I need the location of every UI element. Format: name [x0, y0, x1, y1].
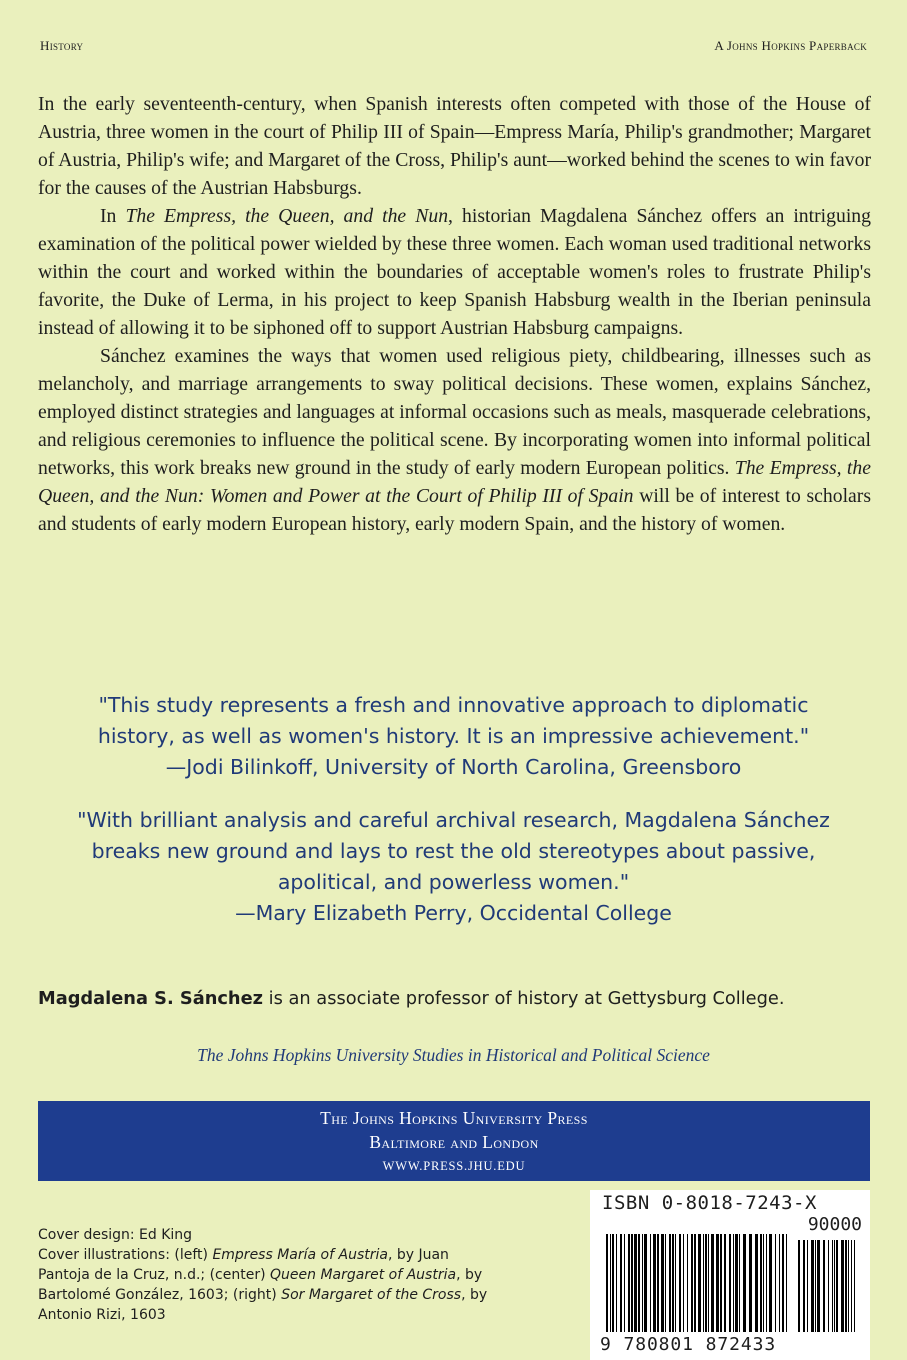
quote-line: breaks new ground and lays to rest the old stereotypes about passive, [91, 839, 816, 863]
endorsement-2 [0, 805, 907, 929]
publisher-url: WWW.PRESS.JHU.EDU [382, 1159, 526, 1173]
publisher-band [38, 1101, 870, 1181]
imprint-label: A Johns Hopkins Paperback [714, 38, 867, 53]
endorsements [0, 690, 907, 929]
description-paragraph-3 [38, 342, 871, 538]
publisher-name: The Johns Hopkins University Press [320, 1108, 588, 1128]
quote-attribution: —Mary Elizabeth Perry, Occidental College [235, 901, 672, 925]
description-paragraph-1: In the early seventeenth-century, when Spanish interests often competed with those of the House of Austria, three women in the court of Philip III of Spain—Empress María, Philip's grandmother; Margaret of Austria, Philip's wife; and Margaret of the Cross, Philip's aunt—worked behind the scenes to win favor for the causes of the Austrian Habsburgs. [38, 93, 871, 199]
barcode-digits: 9 780801 872433 [600, 1334, 777, 1355]
quote-line: history, as well as women's history. It is an impressive achievement." [97, 724, 810, 748]
book-title: The Empress, the Queen, and the Nun [125, 205, 449, 227]
quote-line: apolitical, and powerless women." [277, 870, 630, 894]
credit-text: , by Juan Pantoja de la Cruz, n.d.; (center) [38, 1247, 449, 1283]
credit-artwork-title: Empress María of Austria [212, 1247, 388, 1263]
isbn-barcode [590, 1190, 870, 1360]
p2-text-pre: In [100, 205, 126, 227]
category-label: History [40, 38, 84, 53]
book-full-title: The Empress, the Queen, and the Nun: Women and Power at the Court of Philip III of Spain [38, 457, 871, 507]
p3-text-pre: Sánchez examines the ways that women used religious piety, childbearing, illnesses such as melancholy, and marriage arrangements to sway political decisions. These women, explains Sánchez, employed distinct strategies and languages at informal occasions such as meals, masquerade celebrations, and religious ceremonies to influence the political scene. By incorporating women into informal political networks, this work breaks new ground in the study of early modern European politics. [38, 345, 871, 479]
barcode-bars-icon [602, 1234, 860, 1334]
endorsement-1 [0, 690, 907, 783]
author-bio [38, 988, 878, 1009]
quote-line: "With brilliant analysis and careful archival research, Magdalena Sánchez [77, 808, 830, 832]
p3-text-post: will be of interest to scholars and students of early modern European history, early modern Spain, and the history of women. [38, 485, 871, 535]
credit-text: , by Bartolomé González, 1603; (right) [38, 1267, 483, 1303]
cover-credits [38, 1225, 488, 1325]
credit-artwork-title: Sor Margaret of the Cross [281, 1287, 462, 1303]
quote-line: "This study represents a fresh and innovative approach to diplomatic [98, 693, 809, 717]
credit-text: Cover illustrations: (left) [38, 1247, 213, 1263]
credit-text: , by Antonio Rizi, 1603 [38, 1287, 488, 1323]
description-paragraph-2 [38, 202, 871, 342]
isbn-number: ISBN 0-8018-7243-X [602, 1192, 817, 1214]
price-addon: 90000 [807, 1214, 862, 1235]
cover-illustration-credit [38, 1245, 488, 1325]
author-bio-text: is an associate professor of history at Gettysburg College. [262, 988, 785, 1009]
header [40, 38, 867, 54]
p2-text-post: , historian Magdalena Sánchez offers an intriguing examination of the political power wielded by these three women. Each woman used traditional networks within the court and worked within the boundaries of acceptable women's roles to frustrate Philip's favorite, the Duke of Lerma, in his project to keep Spanish Habsburg wealth in the Iberian peninsula instead of allowing it to be siphoned off to support Austrian Habsburg campaigns. [38, 205, 871, 339]
book-description [38, 90, 871, 538]
quote-attribution: —Jodi Bilinkoff, University of North Carolina, Greensboro [165, 755, 742, 779]
author-name: Magdalena S. Sánchez [38, 988, 263, 1009]
cover-design-credit: Cover design: Ed King [38, 1227, 193, 1243]
series-title: The Johns Hopkins University Studies in Historical and Political Science [197, 1045, 710, 1065]
credit-artwork-title: Queen Margaret of Austria [270, 1267, 457, 1283]
publisher-location: Baltimore and London [369, 1132, 539, 1152]
